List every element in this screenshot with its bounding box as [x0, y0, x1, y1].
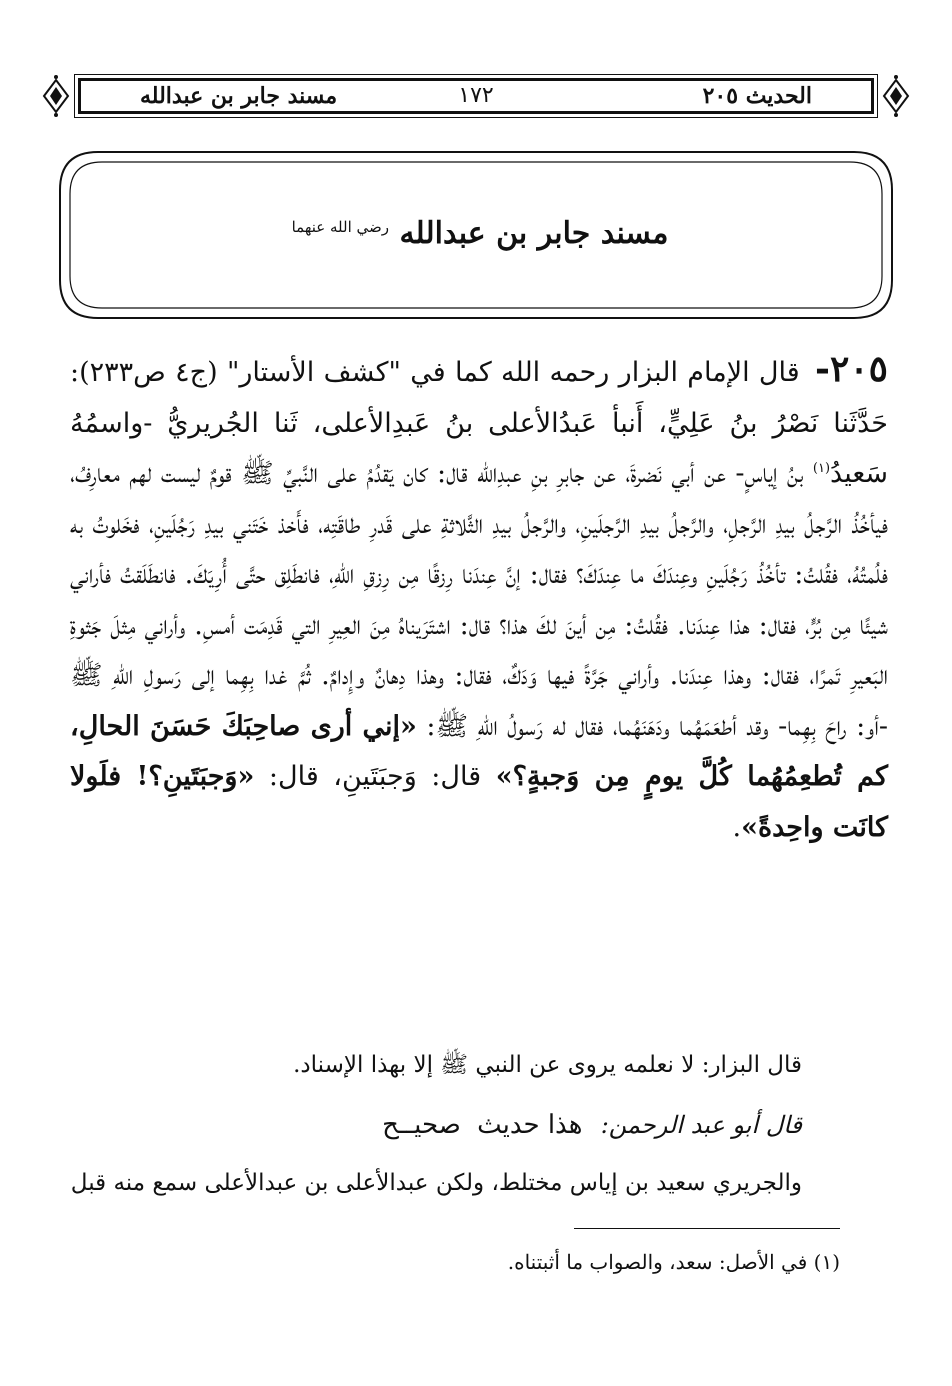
verdict-prefix: هذا حديث [477, 1110, 583, 1140]
title-cartouche [58, 150, 894, 320]
hadith-lead: قال الإمام البزار رحمه الله كما في "كشف الأستار" (ج٤ ص٢٣٣): حَدَّثَنا نَصْرُ بنُ عَلِيٍّ، أَنبأ عَبدُالأعلى بنُ عَبدِالأعلى، ثَنا الجُريريُّ -واسمُهُ سَعيدُ [70, 357, 888, 489]
footnote-ref[interactable]: (١) [812, 461, 831, 476]
continuation-text: والجريري سعيد بن إياس مختلط، ولكن عبدالأعلى بن عبدالأعلى سمع منه قبل [70, 1170, 802, 1196]
verdict-word: صحيــح [382, 1110, 461, 1140]
ornament-left-icon [40, 74, 72, 118]
footnote-divider [574, 1228, 840, 1229]
hadith-quote-2: «وَجبَتَينِ؟! فلَولا كانَت واحِدةً» [70, 761, 888, 843]
footnote: (١) في الأصل: سعد، والصواب ما أثبتناه. [507, 1250, 840, 1274]
ornament-right-icon [880, 74, 912, 118]
author-verdict [90, 1110, 802, 1140]
hadith-middle: قال: وَجبَتَينِ، قال: [254, 761, 496, 792]
hadith-quote-1: «إني أرى صاحِبَكَ حَسَنَ الحالِ، كم تُطعِمُهُما كُلَّ يومٍ مِن وَجبةٍ؟» [70, 710, 888, 792]
header-section-title: مسند جابر بن عبدالله [140, 83, 338, 109]
header-page-number: ١٧٢ [458, 83, 494, 108]
section-title [58, 216, 894, 251]
running-header [40, 70, 912, 122]
hadith-body: بنُ إياسٍ- عن أبي نَضرةَ، عن جابرِ بنِ عبدِالله قال: كان يَقدُمُ على النَّبيِّ ﷺ قومٌ ليست لهم معارِفُ، فيأخُذُ الرَّجلُ بيدِ الرَّجلِ، والرَّجلُ بيدِ الرَّجلَينِ، والرَّجلُ بيدِ الثَّلاثةِ على قَدرِ طاقَتِه، فأَخذ خَتَني بيدِ رَجُلَينِ، فخَلوتُ به فلُمتُهُ، فقُلتُ: تأخُذُ رَجُلَينِ وعِندَكَ ما عِندَكَ؟ فقال: إنَّ عِندَنا رِزقًا مِن رِزقِ اللهِ، فانطَلِق حتَّى أُرِيَكَ. فانطَلَقتُ فأراني شيئًا مِن بُرٍّ، فقال: هذا عِندَنا. فقُلتُ: مِن أينَ لكَ هذا؟ قال: اشتَرَيناهُ مِنَ العِيرِ التي قَدِمَت أمسِ. وأراني مِثلَ جَثوةِ البَعيرِ تَمرًا، فقال: وهذا عِندَنا. وأراني جَرَّةً فيها وَدَكٌ، فقال: وهذا دِهانٌ وإِدامٌ. ثُمَّ غدا بِهِما إلى رَسولِ اللهِ ﷺ -أو: راحَ بِهِما- وقد أطعَمَهُما ودَهَنَهُما، فقال له رَسولُ اللهِ ﷺ: [70, 458, 888, 742]
bazzar-comment: قال البزار: لا نعلمه يروى عن النبي ﷺ إلا بهذا الإسناد. [293, 1052, 802, 1078]
honorific: رضي الله عنهما [291, 218, 389, 236]
hadith-text [70, 344, 888, 853]
section-title-text: مسند جابر بن عبدالله [399, 216, 669, 251]
hadith-number: ٢٠٥- [815, 348, 888, 390]
header-hadith-label: الحديث ٢٠٥ [702, 83, 812, 109]
author-signature: قال أبو عبد الرحمن: [600, 1111, 802, 1139]
hadith-end: . [732, 811, 742, 843]
